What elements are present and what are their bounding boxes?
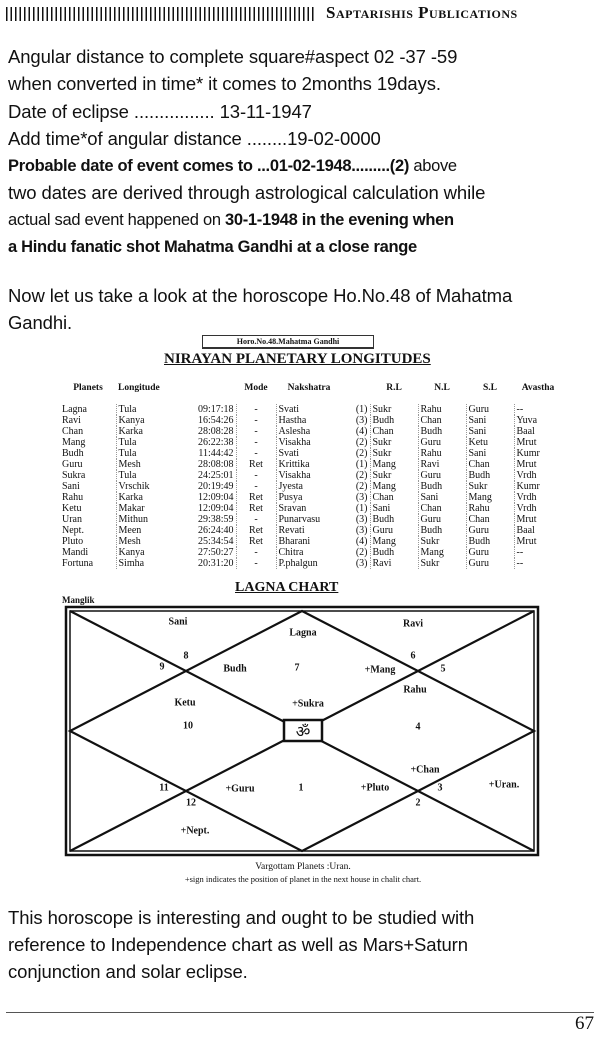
table-cell: Ret	[236, 459, 276, 470]
text-line: Gandhi.	[8, 312, 73, 333]
table-cell: Kanya	[116, 547, 172, 558]
table-cell: (3)	[355, 415, 368, 426]
table-cell: Mang	[370, 481, 418, 492]
planet-ravi: Ravi	[403, 618, 423, 630]
table-cell: Guru	[466, 547, 514, 558]
text-line: Add time*of angular distance ........19-02-0000	[8, 128, 381, 149]
table-cell: (2)	[355, 437, 368, 448]
table-cell: Punarvasu	[276, 514, 342, 525]
column-header: Mode	[244, 382, 268, 393]
table-cell: Sani	[466, 448, 514, 459]
house-number: 1	[298, 782, 304, 794]
table-cell: Mesh	[116, 536, 172, 547]
table-cell: Kanya	[116, 415, 172, 426]
table-cell: Vrdh	[514, 470, 562, 481]
manglik-label: Manglik	[62, 595, 95, 605]
table-cell: 16:54:26	[197, 415, 234, 426]
table-cell: Pluto	[62, 536, 84, 547]
table-cell: Ravi	[418, 459, 466, 470]
table-cell: Mrut	[514, 514, 562, 525]
house-number: 11	[159, 782, 169, 794]
table-cell: Chan	[418, 415, 466, 426]
table-cell: Guru	[466, 404, 514, 415]
table-cell: Uran	[62, 514, 82, 525]
table-cell: --	[514, 558, 562, 569]
house-number: 7	[294, 662, 300, 674]
house-number: 5	[440, 663, 446, 675]
text-line: conjunction and solar eclipse.	[8, 961, 248, 982]
table-cell: (3)	[355, 525, 368, 536]
table-cell: Ketu	[62, 503, 82, 514]
table-cell: Visakha	[276, 470, 342, 481]
table-cell: -	[236, 470, 276, 481]
column-header: Nakshatra	[287, 382, 331, 393]
table-cell: -	[236, 481, 276, 492]
table-cell: Sukr	[370, 448, 418, 459]
table-title: NIRAYAN PLANETARY LONGITUDES	[164, 351, 431, 367]
table-cell: Baal	[514, 426, 562, 437]
vargottam-note: Vargottam Planets :Uran.	[255, 862, 351, 872]
text-line: Now let us take a look at the horoscope Ho.No.48 of Mahatma	[8, 285, 513, 306]
table-cell: (3)	[355, 492, 368, 503]
table-cell: --	[514, 547, 562, 558]
table-cell: Sani	[370, 503, 418, 514]
table-cell: Ret	[236, 536, 276, 547]
table-cell: Makar	[116, 503, 172, 514]
text-line: a Hindu fanatic shot Mahatma Gandhi at a close range	[8, 238, 417, 256]
table-cell: Simha	[116, 558, 172, 569]
table-cell: Tula	[116, 404, 172, 415]
table-cell: Hastha	[276, 415, 342, 426]
chart-title: LAGNA CHART	[235, 580, 339, 595]
table-cell: 20:31:20	[197, 558, 234, 569]
table-cell: Budh	[370, 514, 418, 525]
table-cell: Vrdh	[514, 503, 562, 514]
table-cell: Fortuna	[62, 558, 94, 569]
planet-sukra: +Sukra	[292, 698, 324, 710]
text-line: This horoscope is interesting and ought to be studied with	[8, 907, 475, 928]
house-number: 9	[159, 661, 165, 673]
table-cell: Budh	[418, 525, 466, 536]
table-cell: -	[236, 448, 276, 459]
table-cell: Mithun	[116, 514, 172, 525]
table-cell: Mang	[62, 437, 86, 448]
planet-rahu: Rahu	[403, 684, 427, 696]
table-cell: -	[236, 547, 276, 558]
table-cell: Sukra	[62, 470, 86, 481]
table-cell: 11:44:42	[198, 448, 234, 459]
table-cell: Meen	[116, 525, 172, 536]
table-cell: Revati	[276, 525, 342, 536]
table-cell: Rahu	[62, 492, 84, 503]
om-symbol: ॐ	[295, 724, 311, 741]
table-cell: -	[236, 426, 276, 437]
horoscope-label: Horo.No.48.Mahatma Gandhi	[202, 335, 374, 349]
table-cell: Ret	[236, 503, 276, 514]
table-cell: (2)	[355, 470, 368, 481]
table-cell: Sukr	[466, 481, 514, 492]
house-number: 2	[415, 797, 421, 809]
table-cell: Guru	[370, 525, 418, 536]
table-cell: Budh	[418, 481, 466, 492]
table-cell: Krittika	[276, 459, 342, 470]
table-cell: 09:17:18	[197, 404, 234, 415]
table-cell: Vrschik	[116, 481, 172, 492]
column-header: Planets	[73, 382, 103, 393]
event-date: 30-1-1948 in the evening when	[224, 211, 454, 229]
table-cell: Mandi	[62, 547, 89, 558]
table-cell: Bharani	[276, 536, 342, 547]
page-number: 67	[575, 1013, 594, 1034]
table-cell: 26:22:38	[197, 437, 234, 448]
table-cell: --	[514, 404, 562, 415]
text-line: when converted in time* it comes to 2months 19days.	[8, 73, 441, 94]
text-line: Angular distance to complete square#aspect 02 -37 -59	[8, 46, 458, 67]
table-cell: Budh	[370, 547, 418, 558]
table-cell: -	[236, 514, 276, 525]
table-cell: (1)	[355, 404, 368, 415]
table-cell: -	[236, 415, 276, 426]
table-cell: Mrut	[514, 459, 562, 470]
table-cell: (2)	[355, 481, 368, 492]
table-cell: Chitra	[276, 547, 342, 558]
table-cell: Guru	[466, 558, 514, 569]
table-cell: Chan	[370, 492, 418, 503]
table-cell: Karka	[116, 426, 172, 437]
planet-lagna: Lagna	[289, 627, 317, 639]
table-cell: Chan	[62, 426, 84, 437]
table-cell: Vrdh	[514, 492, 562, 503]
table-cell: Visakha	[276, 437, 342, 448]
table-cell: -	[236, 558, 276, 569]
table-cell: Guru	[466, 525, 514, 536]
planet-uran: +Uran.	[488, 779, 520, 791]
table-cell: Chan	[418, 503, 466, 514]
table-cell: (1)	[355, 503, 368, 514]
table-cell: (4)	[355, 536, 368, 547]
table-cell: Ravi	[62, 415, 81, 426]
table-cell: Mang	[370, 459, 418, 470]
table-cell: Jyesta	[276, 481, 342, 492]
table-cell: Mang	[466, 492, 514, 503]
text-line: Date of eclipse ................ 13-11-1947	[8, 101, 312, 122]
table-cell: Tula	[116, 448, 172, 459]
table-cell: Sukr	[370, 437, 418, 448]
table-cell: Guru	[418, 470, 466, 481]
table-cell: Sani	[466, 415, 514, 426]
publisher-name: Saptarishis Publications	[326, 3, 518, 22]
text-line: reference to Independence chart as well as Mars+Saturn	[8, 934, 468, 955]
table-cell: Guru	[418, 514, 466, 525]
table-cell: 28:08:08	[197, 459, 234, 470]
table-cell: Sani	[418, 492, 466, 503]
table-cell: Budh	[370, 415, 418, 426]
table-cell: Rahu	[418, 448, 466, 459]
table-cell: Ketu	[466, 437, 514, 448]
table-cell: Mang	[418, 547, 466, 558]
table-cell: Sukr	[370, 404, 418, 415]
table-cell: Tula	[116, 437, 172, 448]
table-cell: Aslesha	[276, 426, 342, 437]
table-cell: 24:25:01	[197, 470, 234, 481]
planet-sani: Sani	[168, 616, 188, 628]
house-number: 10	[183, 720, 193, 732]
table-cell: Sukr	[418, 536, 466, 547]
table-cell: Budh	[418, 426, 466, 437]
table-cell: Ret	[236, 525, 276, 536]
planet-nept: +Nept.	[180, 825, 210, 837]
table-cell: Budh	[62, 448, 84, 459]
table-cell: Yuva	[514, 415, 562, 426]
column-header: Longitude	[118, 382, 160, 393]
text: actual sad event happened on	[8, 211, 225, 229]
column-header: Avastha	[521, 382, 555, 393]
table-cell: Pusya	[276, 492, 342, 503]
planet-guru: +Guru	[225, 783, 255, 795]
table-cell: Budh	[466, 470, 514, 481]
table-cell: Sukr	[370, 470, 418, 481]
column-header: R.L	[386, 382, 402, 393]
table-cell: Svati	[276, 448, 342, 459]
house-number: 4	[415, 721, 421, 733]
table-cell: 27:50:27	[197, 547, 234, 558]
table-cell: Kumr	[514, 448, 562, 459]
table-cell: Mrut	[514, 437, 562, 448]
table-cell: Baal	[514, 525, 562, 536]
house-number: 12	[186, 797, 196, 809]
table-cell: 20:19:49	[197, 481, 234, 492]
planet-ketu: Ketu	[174, 697, 196, 709]
table-cell: Chan	[466, 514, 514, 525]
house-number: 8	[183, 650, 189, 662]
table-cell: 28:08:28	[197, 426, 234, 437]
table-cell: Tula	[116, 470, 172, 481]
table-cell: Sani	[62, 481, 80, 492]
table-cell: Guru	[62, 459, 83, 470]
table-cell: Sukr	[418, 558, 466, 569]
table-cell: (2)	[355, 547, 368, 558]
table-cell: 25:34:54	[197, 536, 234, 547]
footer-rule	[6, 1012, 594, 1013]
table-cell: Sani	[466, 426, 514, 437]
chalit-note: +sign indicates the position of planet in the next house in chalit chart.	[184, 874, 422, 884]
table-cell: (2)	[355, 448, 368, 459]
text-line: two dates are derived through astrological calculation while	[8, 182, 486, 203]
house-number: 3	[437, 782, 443, 794]
table-cell: Svati	[276, 404, 342, 415]
table-cell: Budh	[466, 536, 514, 547]
table-cell: Sravan	[276, 503, 342, 514]
table-cell: (4)	[355, 426, 368, 437]
table-cell: Guru	[418, 437, 466, 448]
table-cell: Nept.	[62, 525, 84, 536]
table-cell: Kumr	[514, 481, 562, 492]
table-cell: Mang	[370, 536, 418, 547]
table-cell: Rahu	[466, 503, 514, 514]
planet-chan: +Chan	[410, 764, 440, 776]
table-cell: Lagna	[62, 404, 87, 415]
table-cell: (1)	[355, 459, 368, 470]
table-cell: P.phalgun	[276, 558, 342, 569]
house-number: 6	[410, 650, 416, 662]
table-cell: Rahu	[418, 404, 466, 415]
probable-date: Probable date of event comes to ...01-02-1948.........(2)	[8, 157, 410, 175]
planet-budh: Budh	[223, 663, 247, 675]
planet-pluto: +Pluto	[360, 782, 390, 794]
table-cell: Mesh	[116, 459, 172, 470]
planet-mang: +Mang	[364, 664, 396, 676]
table-cell: 12:09:04	[197, 503, 234, 514]
table-cell: (3)	[355, 558, 368, 569]
column-header: S.L	[483, 382, 497, 393]
table-cell: -	[236, 404, 276, 415]
table-cell: -	[236, 437, 276, 448]
column-header: N.L	[434, 382, 450, 393]
table-cell: Mrut	[514, 536, 562, 547]
table-cell: 29:38:59	[197, 514, 234, 525]
table-cell: 12:09:04	[197, 492, 234, 503]
table-cell: Ret	[236, 492, 276, 503]
table-cell: 26:24:40	[197, 525, 234, 536]
table-cell: Chan	[466, 459, 514, 470]
table-cell: Ravi	[370, 558, 418, 569]
text: above	[409, 157, 457, 175]
table-cell: (3)	[355, 514, 368, 525]
table-cell: Karka	[116, 492, 172, 503]
table-cell: Chan	[370, 426, 418, 437]
